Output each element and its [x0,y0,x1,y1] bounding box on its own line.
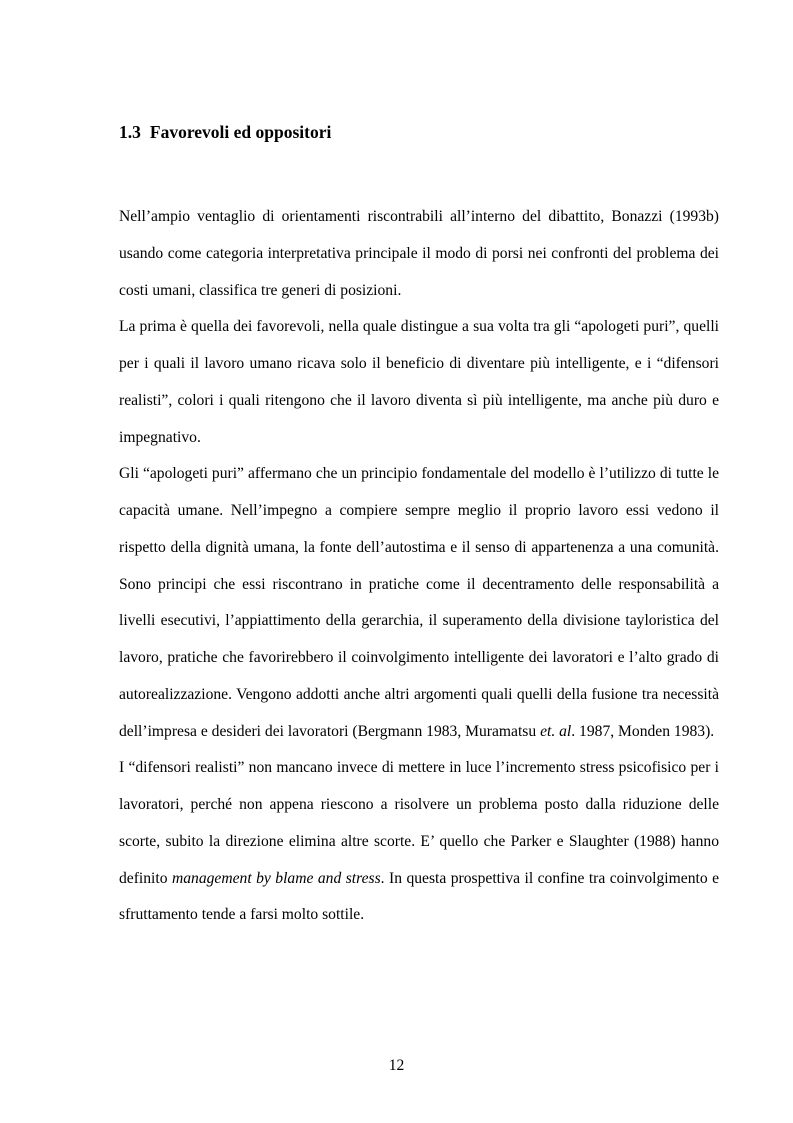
paragraph-3-text: Gli “apologeti puri” affermano che un principio fondamentale del modello è l’utilizzo di tutte le capacità umane. Nell’impegno a compiere sempre meglio il proprio lavoro essi vedono il rispetto della dignità umana, la fonte dell’autostima e il senso di appartenenza a una comunità. Sono principi che essi riscontrano in pratiche come il decentramento delle responsabilità a livelli esecutivi, l’appiattimento della gerarchia, il superamento della divisione tayloristica del lavoro, pratiche che favorirebbero il coinvolgimento intelligente dei lavoratori e l’alto grado di autorealizzazione. Vengono addotti anche altri argomenti quali quelli della fusione tra necessità dell’impresa e desideri dei lavoratori (Bergmann 1983, Muramatsu [119,465,719,740]
paragraph-3-text-end: . 1987, Monden 1983). [571,722,715,740]
page-number: 12 [388,1057,405,1074]
paragraph-4-italic: management by blame and stress [171,869,381,887]
paragraph-3 [119,456,719,750]
section-title: Favorevoli ed oppositori [149,122,332,142]
paragraph-4 [119,750,719,934]
paragraph-1: Nell’ampio ventaglio di orientamenti riscontrabili all’interno del dibattito, Bonazzi (1993b) usando come categoria interpretativa principale il modo di porsi nei confronti del problema dei costi umani, classifica tre generi di posizioni. [119,208,719,299]
paragraph-2: La prima è quella dei favorevoli, nella quale distingue a sua volta tra gli “apologeti puri”, quelli per i quali il lavoro umano ricava solo il beneficio di diventare più intelligente, e i “difensori realisti”, colori i quali ritengono che il lavoro diventa sì più intelligente, ma anche più duro e impegnativo. [119,318,719,446]
body-text [119,199,719,934]
paragraph-4-text-end: . In questa prospettiva il confine tra coinvolgimento e sfruttamento tende a farsi molto sottile. [119,869,719,924]
section-heading [119,121,331,143]
paragraph-4-text: I “difensori realisti” non mancano invece di mettere in luce l’incremento stress psicofisico per i lavoratori, perché non appena riescono a risolvere un problema posto dalla riduzione delle scorte, subito la direzione elimina altre scorte. E’ quello che Parker e Slaughter (1988) hanno definito [119,759,719,887]
section-number: 1.3 [119,122,141,142]
paragraph-3-italic: et. al [540,722,572,740]
